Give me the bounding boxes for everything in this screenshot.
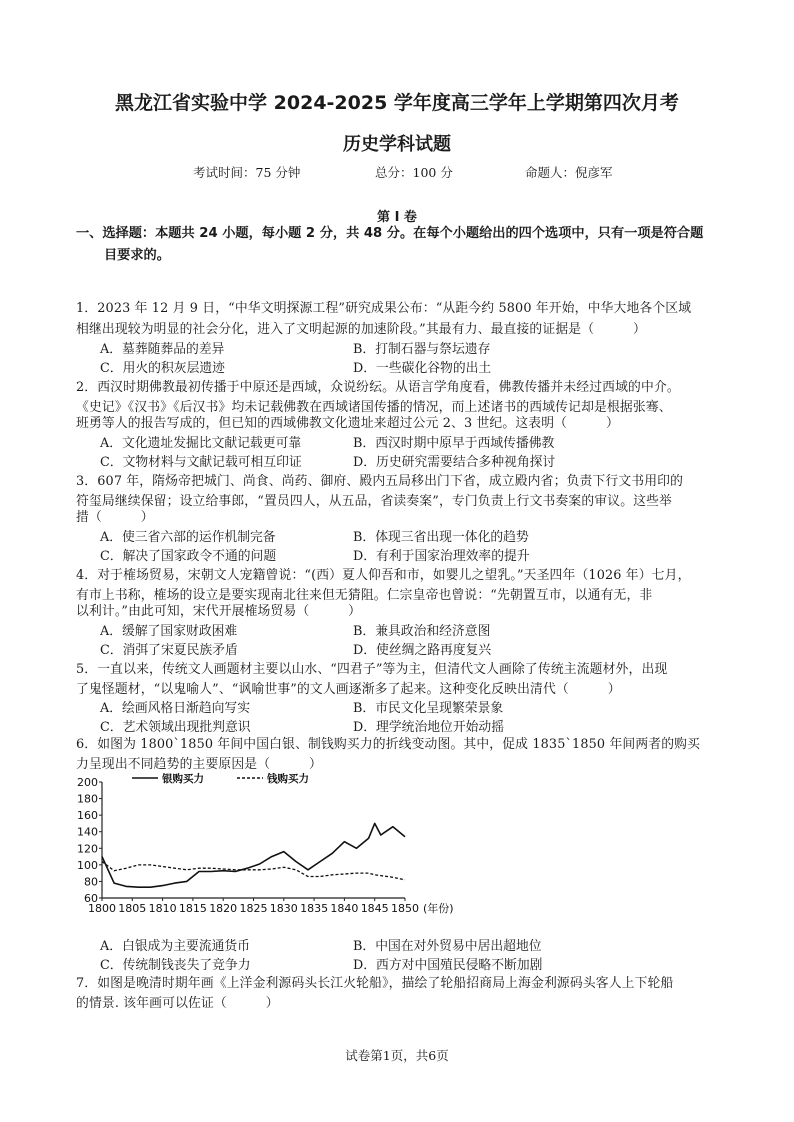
x-tick-label: 1805 [118,902,147,915]
author: 命题人：倪彦军 [525,165,613,180]
y-tick-label: 120 [77,842,98,856]
series-lines [102,823,405,887]
y-tick-label: 180 [77,792,98,806]
question-7-line-1: 7．如图是晚清时期年画《上洋金利源码头长江火轮船》，描绘了轮船招商局上海金利源码头客人上下轮船 [76,976,674,991]
x-tick-label: 1815 [178,902,207,915]
q1-option-c[interactable]: C．用火的积灰层遗迹 [100,361,225,376]
exam-title: 黑龙江省实验中学 2024-2025 学年度高三学年上学期第四次月考 [115,92,679,114]
x-tick-label: 1825 [239,902,268,915]
exam-time: 考试时间：75 分钟 [193,165,301,180]
q5-option-b[interactable]: B．市民文化呈现繁荣景象 [353,701,504,716]
purchasing-power-line-chart [72,772,472,924]
y-tick-label: 80 [84,875,98,889]
q1-option-d[interactable]: D．一些碳化谷物的出土 [353,361,492,376]
q6-option-d[interactable]: D．西方对中国殖民侵略不断加剧 [353,958,543,973]
chart-legend [132,772,309,785]
q3-option-a[interactable]: A．使三省六部的运作机制完备 [100,530,276,545]
y-axis [77,776,102,905]
question-5-line-2: 了鬼怪题材，“以鬼喻人”、“讽喻世事”的文人画逐渐多了起来。这种变化反映出清代（ ） [76,682,621,697]
y-tick-label: 160 [77,809,98,823]
q1-option-b[interactable]: B．打制石器与祭坛遗存 [353,342,491,357]
y-tick-label: 140 [77,825,98,839]
q5-option-d[interactable]: D．理学统治地位开始动摇 [353,720,505,735]
q2-option-c[interactable]: C．文物材料与文献记载可相互印证 [100,455,302,470]
q6-option-b[interactable]: B．中国在对外贸易中居出超地位 [353,939,542,954]
q3-option-d[interactable]: D．有利于国家治理效率的提升 [353,549,530,564]
y-tick-label: 200 [77,776,98,789]
x-tick-label: 1820 [209,902,238,915]
section-instructions: 一、选择题：本题共 24 小题，每小题 2 分，共 48 分。在每个小题给出的四个选项中，只有一项是符合题 [76,226,704,241]
q4-option-b[interactable]: B．兼具政治和经济意图 [353,624,491,639]
x-tick-label: 1845 [360,902,389,915]
question-4-line-2: 有市上书称，榷场的设立是要实现南北往来但无猜阻。仁宗皇帝也曾说：“先朝置互市，以通有无，非 [76,588,653,603]
question-3-line-1: 3．607 年，隋炀帝把城门、尚食、尚药、御府、殿内五局移出门下省，成立殿内省；负责下行文书用印的 [76,474,684,489]
q4-option-a[interactable]: A．缓解了国家财政困难 [100,624,238,639]
question-4-line-1: 4．对于榷场贸易，宋朝文人宠籍曾说：“(西）夏人仰吾和市，如婴儿之望乳。”天圣四年（1026 年）七月， [76,568,691,583]
x-tick-label: 1835 [300,902,329,915]
q4-option-c[interactable]: C．消弭了宋夏民族矛盾 [100,643,238,658]
q5-option-c[interactable]: C．艺术领域出现批判意识 [100,720,251,735]
q2-option-a[interactable]: A．文化遗址发掘比文献记载更可靠 [100,436,302,451]
question-1-line-1: 1．2023 年 12 月 9 日，“中华文明探源工程”研究成果公布：“从距今约 5800 年开始，中华大地各个区域 [76,301,692,316]
section-instructions-cont: 目要求的。 [104,248,170,263]
q6-option-c[interactable]: C．传统制钱丧失了竞争力 [100,958,251,973]
y-tick-label: 100 [77,858,98,872]
series-line-2 [102,862,405,880]
q2-option-b[interactable]: B．西汉时期中原早于西域传播佛教 [353,436,555,451]
question-2-line-1: 2．西汉时期佛教最初传播于中原还是西域，众说纷纭。从语言学角度看，佛教传播并未经过西域的中介。 [76,380,680,395]
legend-label-1: 银购买力 [162,773,204,785]
legend-label-2: 钱购买力 [267,773,309,785]
series-line-1 [102,823,405,887]
question-4-line-3: 以利计。”由此可知，宋代开展榷场贸易（ ） [76,604,362,619]
x-tick-label: 1830 [269,902,298,915]
question-3-line-3: 措（ ） [76,510,154,525]
q3-option-c[interactable]: C．解决了国家政令不通的问题 [100,549,277,564]
x-tick-label: 1850 [391,902,419,915]
x-axis-label: (年份) [423,902,454,915]
question-2-line-3: 班勇等人的报告写成的，但已知的西域佛教文化遗址来超过公元 2、3 世纪。这表明（ ） [76,416,619,431]
x-tick-label: 1810 [148,902,177,915]
question-3-line-2: 符玺局继续保留；设立给事郎，“置员四人，从五品，省读奏案”，专门负责上行文书奏案的审议。这些举 [76,494,672,509]
q1-option-a[interactable]: A．墓葬随葬品的差异 [100,342,225,357]
subject-title: 历史学科试题 [343,134,451,155]
q3-option-b[interactable]: B．体现三省出现一体化的趋势 [353,530,529,545]
q4-option-d[interactable]: D．使丝绸之路再度复兴 [353,643,492,658]
question-6-line-2: 力呈现出不同趋势的主要原因是（ ） [76,757,322,772]
question-1-line-2: 相继出现较为明显的社会分化，进入了文明起源的加速阶段。”其最有力、最直接的证据是（ ） [76,322,646,337]
y-tick-label: 60 [84,892,98,905]
question-5-line-1: 5．一直以来，传统文人画题材主要以山水、“四君子”等为主，但清代文人画除了传统主流题材外，出现 [76,662,668,677]
x-axis [88,898,454,915]
q2-option-d[interactable]: D．历史研究需要结合多种视角探讨 [353,455,556,470]
question-2-line-2: 《史记》《汉书》《后汉书》均未记载佛教在西域诸国传播的情况，而上述诸书的西域传记却是根据张骞、 [76,400,672,415]
x-tick-label: 1840 [330,902,359,915]
q5-option-a[interactable]: A．绘画风格日渐趋向写实 [100,701,251,716]
part-label: 第 Ⅰ 卷 [377,210,417,225]
x-tick-label: 1800 [88,902,116,915]
question-7-line-2: 的情景. 该年画可以佐证（ ） [76,996,279,1011]
q6-option-a[interactable]: A．白银成为主要流通货币 [100,939,251,954]
question-6-line-1: 6．如图为 1800`1850 年间中国白银、制钱购买力的折线变动图。其中，促成 1835`1850 年间两者的购买 [76,737,701,752]
total-score: 总分：100 分 [375,165,453,180]
page-footer: 试卷第1页，共6页 [345,1048,449,1063]
